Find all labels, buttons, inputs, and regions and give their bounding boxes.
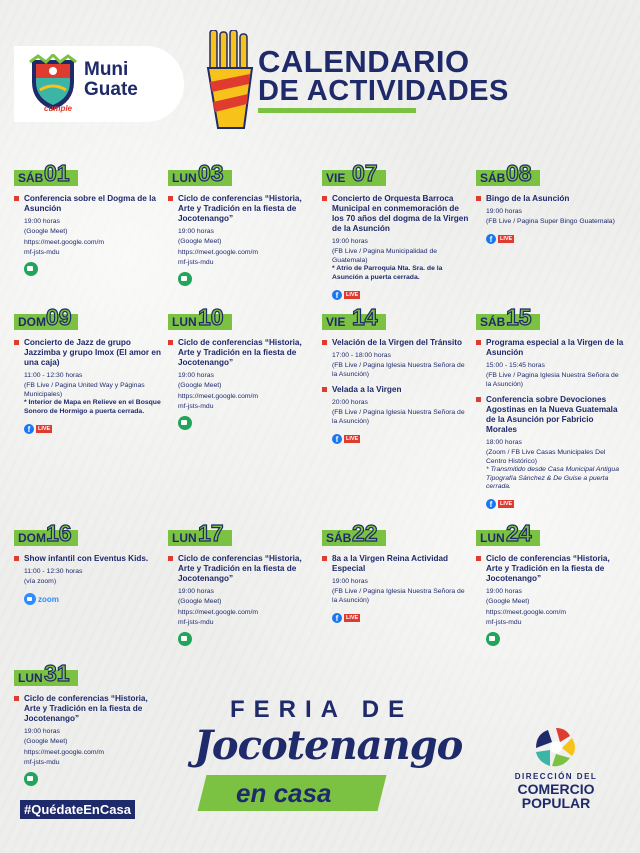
event-detail: https://meet.google.com/m — [178, 608, 259, 616]
live-badge[interactable]: LIVE — [346, 614, 359, 621]
event-detail: mf-jsts-mdu — [178, 259, 214, 266]
event-title: Ciclo de conferencias “Historia, Arte y Tradición en la fiesta de Jocotenango” — [178, 554, 302, 583]
event-detail: (Google Meet) — [486, 598, 530, 605]
event-time: 19:00 horas — [332, 238, 368, 245]
event-detail: (Google Meet) — [178, 238, 222, 245]
event-time: 19:00 horas — [486, 208, 522, 215]
day-number: 01 — [44, 160, 70, 186]
event-title: Velada a la Virgen — [332, 385, 402, 394]
event-note: * Interior de Mapa en Relieve en el Bosque Sonoro de Hormigo a puerta cerrada. — [24, 399, 161, 415]
facebook-icon[interactable]: f — [486, 234, 496, 244]
event-detail: (Zoom / FB Live Casas Municipales Del Centro Histórico) — [486, 449, 606, 465]
day-header — [322, 160, 470, 186]
comercio-popular-logo-icon — [532, 724, 580, 770]
day-number: 03 — [198, 160, 224, 186]
live-badge[interactable]: LIVE — [38, 425, 51, 432]
day-of-week: VIE — [326, 171, 346, 185]
day-header — [14, 660, 162, 686]
event-time: 19:00 horas — [24, 728, 60, 735]
zoom-label[interactable]: zoom — [38, 594, 59, 604]
event-detail: (Google Meet) — [24, 738, 68, 745]
event-title: 8a a la Virgen Reina Actividad Especial — [332, 554, 449, 573]
day-header — [168, 160, 316, 186]
brand-line1: Muni — [84, 59, 129, 80]
event-title: Ciclo de conferencias “Historia, Arte y Tradición en la fiesta de Jocotenango” — [24, 694, 148, 723]
event-item — [476, 194, 624, 243]
event-time: 19:00 horas — [178, 228, 214, 235]
event-detail: mf-jsts-mdu — [178, 619, 214, 626]
feria-de-title: FERIA DE — [230, 696, 414, 723]
event-note: * Transmitido desde Casa Municipal Antigua Tipografía Sánchez & De Guise a puerta cerrada. — [486, 466, 619, 490]
facebook-icon[interactable]: f — [332, 434, 342, 444]
event-time: 15:00 - 15:45 horas — [486, 362, 545, 369]
hashtag-badge: #QuédateEnCasa — [20, 800, 135, 819]
day-of-week: DOM — [18, 531, 46, 545]
day-of-week: LUN — [172, 171, 197, 185]
event-list — [476, 330, 624, 508]
day-of-week: LUN — [480, 531, 505, 545]
google-meet-icon[interactable] — [178, 416, 192, 430]
event-time: 19:00 horas — [178, 372, 214, 379]
popular-word: POPULAR — [521, 795, 591, 811]
event-detail: https://meet.google.com/m — [178, 248, 259, 256]
day-header — [168, 520, 316, 546]
event-title: Programa especial a la Virgen de la Asunción — [486, 338, 624, 357]
page-title-line1: CALENDARIO — [258, 44, 470, 79]
day-cell — [476, 520, 624, 650]
platform-badge[interactable] — [332, 609, 470, 621]
event-detail: (FB Live / Pagina Iglesia Nuestra Señora de la Asunción) — [486, 372, 619, 388]
jocotenango-title: Jocotenango — [194, 722, 463, 769]
event-item — [14, 554, 162, 603]
day-number: 07 — [352, 160, 378, 186]
day-header — [14, 160, 162, 186]
comercio-popular-label — [500, 782, 612, 810]
day-cell — [14, 520, 162, 609]
event-item — [322, 385, 470, 442]
platform-badge[interactable] — [486, 632, 624, 644]
en-casa-title: en casa — [236, 778, 332, 808]
event-item — [322, 554, 470, 621]
brand-line2: Guate — [84, 79, 138, 100]
live-badge[interactable]: LIVE — [500, 501, 513, 508]
facebook-icon[interactable]: f — [24, 424, 34, 434]
event-detail: (FB Live / Pagina Super Bingo Guatemala) — [486, 218, 615, 225]
event-item — [14, 694, 162, 784]
platform-badge[interactable] — [178, 272, 316, 284]
live-badge[interactable]: LIVE — [346, 291, 359, 298]
event-item — [168, 338, 316, 428]
platform-badge[interactable] — [486, 231, 624, 243]
event-list — [14, 686, 162, 784]
event-list — [168, 330, 316, 428]
google-meet-icon[interactable] — [178, 272, 192, 286]
event-time: 18:00 horas — [486, 439, 522, 446]
jocote-sticks-icon — [206, 30, 256, 130]
day-number: 17 — [198, 520, 224, 546]
event-title: Conferencia sobre el Dogma de la Asunción — [24, 194, 156, 213]
event-detail: (Google Meet) — [178, 598, 222, 605]
google-meet-icon[interactable] — [24, 262, 38, 276]
muni-guate-logo[interactable] — [14, 46, 184, 122]
day-of-week: LUN — [172, 315, 197, 329]
google-meet-icon[interactable] — [486, 632, 500, 646]
platform-badge[interactable] — [24, 772, 162, 784]
day-number: 15 — [506, 304, 532, 330]
event-detail: (Google Meet) — [178, 382, 222, 389]
event-list — [14, 186, 162, 274]
event-list — [14, 330, 162, 432]
day-of-week: LUN — [18, 671, 43, 685]
day-header — [14, 520, 162, 546]
event-item — [476, 338, 624, 389]
event-title: Velación de la Virgen del Tránsito — [332, 338, 462, 347]
event-list — [322, 546, 470, 621]
platform-badge[interactable] — [24, 591, 162, 603]
day-of-week: DOM — [18, 315, 46, 329]
facebook-icon[interactable]: f — [332, 290, 342, 300]
platform-badge[interactable] — [332, 430, 470, 442]
google-meet-icon[interactable] — [178, 632, 192, 646]
event-item — [476, 395, 624, 508]
event-title: Show infantil con Eventus Kids. — [24, 554, 149, 563]
event-item — [322, 194, 470, 298]
event-detail: (FB Live / Pagina Iglesia Nuestra Señora de la Asunción) — [332, 362, 465, 378]
platform-badge[interactable] — [24, 262, 162, 274]
facebook-icon[interactable]: f — [332, 613, 342, 623]
day-cell — [168, 304, 316, 434]
event-time: 17:00 - 18:00 horas — [332, 352, 391, 359]
event-time: 11:00 - 12:30 horas — [24, 372, 83, 379]
event-item — [476, 554, 624, 644]
event-detail: mf-jsts-mdu — [486, 619, 522, 626]
event-item — [14, 194, 162, 274]
platform-badge[interactable] — [332, 286, 470, 298]
event-detail: https://meet.google.com/m — [24, 748, 105, 756]
day-of-week: VIE — [326, 315, 346, 329]
day-header — [476, 520, 624, 546]
event-detail: https://meet.google.com/m — [24, 238, 105, 246]
event-list — [322, 330, 470, 442]
event-time: 19:00 horas — [486, 588, 522, 595]
event-detail: (FB Live / Pagina Municipalidad de Guatemala) — [332, 248, 438, 264]
day-of-week: LUN — [172, 531, 197, 545]
platform-badge[interactable] — [178, 416, 316, 428]
comercio-word: COMERCIO — [517, 781, 595, 797]
event-list — [322, 186, 470, 298]
day-cell — [168, 520, 316, 650]
day-header — [322, 520, 470, 546]
event-detail: mf-jsts-mdu — [24, 249, 60, 256]
event-title: Concierto de Orquesta Barroca Municipal en conmemoración de los 70 años del dogma de la Virgen de la Asunción — [332, 194, 469, 233]
event-list — [476, 546, 624, 644]
event-title: Concierto de Jazz de grupo Jazzimba y grupo Imox (El amor en una caja) — [24, 338, 161, 367]
event-item — [168, 194, 316, 284]
day-number: 10 — [198, 304, 224, 330]
title-underline — [258, 108, 416, 113]
day-number: 31 — [44, 660, 70, 686]
event-detail: (FB Live / Pagina Iglesia Nuestra Señora de la Asunción) — [332, 588, 465, 604]
zoom-icon[interactable] — [24, 593, 36, 605]
day-of-week: SÁB — [18, 171, 44, 185]
muni-guate-wordmark — [84, 60, 138, 100]
day-header — [476, 304, 624, 330]
day-header — [322, 304, 470, 330]
day-cell — [476, 304, 624, 514]
event-list — [168, 186, 316, 284]
day-cell — [168, 160, 316, 290]
event-note: * Atrio de Parroquia Nta. Sra. de la Asunción a puerta cerrada. — [332, 265, 443, 281]
platform-badge[interactable] — [24, 420, 162, 432]
day-cell — [322, 520, 470, 627]
event-title: Ciclo de conferencias “Historia, Arte y Tradición en la fiesta de Jocotenango” — [486, 554, 610, 583]
day-cell — [322, 160, 470, 304]
event-time: 20:00 horas — [332, 399, 368, 406]
day-number: 16 — [46, 520, 72, 546]
live-badge[interactable]: LIVE — [346, 435, 359, 442]
day-cell — [14, 660, 162, 790]
page-title-line2: DE ACTIVIDADES — [258, 75, 509, 107]
day-number: 24 — [506, 520, 532, 546]
day-number: 22 — [352, 520, 378, 546]
event-detail: https://meet.google.com/m — [486, 608, 567, 616]
day-number: 14 — [352, 304, 378, 330]
event-detail: (FB Live / Pagina United Way y Páginas Municipales) — [24, 382, 145, 398]
live-badge[interactable]: LIVE — [500, 236, 513, 243]
event-title: Conferencia sobre Devociones Agostinas en la Nueva Guatemala de la Asunción por Fabricio Morales — [486, 395, 618, 434]
event-detail: (vía zoom) — [24, 578, 57, 585]
event-detail: (FB Live / Pagina Iglesia Nuestra Señora de la Asunción) — [332, 409, 465, 425]
event-time: 19:00 horas — [178, 588, 214, 595]
event-time: 11:00 - 12:30 horas — [24, 568, 83, 575]
day-cell — [322, 304, 470, 448]
facebook-icon[interactable]: f — [486, 499, 496, 509]
day-header — [476, 160, 624, 186]
event-time: 19:00 horas — [24, 218, 60, 225]
day-cell — [476, 160, 624, 249]
event-title: Ciclo de conferencias “Historia, Arte y Tradición en la fiesta de Jocotenango” — [178, 194, 302, 223]
platform-badge[interactable] — [486, 496, 624, 508]
google-meet-icon[interactable] — [24, 772, 38, 786]
day-header — [14, 304, 162, 330]
event-title: Ciclo de conferencias “Historia, Arte y Tradición en la fiesta de Jocotenango” — [178, 338, 302, 367]
event-detail: mf-jsts-mdu — [24, 759, 60, 766]
event-list — [476, 186, 624, 243]
day-cell — [14, 304, 162, 438]
event-title: Bingo de la Asunción — [486, 194, 570, 203]
day-of-week: SÁB — [480, 315, 506, 329]
day-cell — [14, 160, 162, 280]
event-detail: mf-jsts-mdu — [178, 403, 214, 410]
event-item — [168, 554, 316, 644]
platform-badge[interactable] — [178, 632, 316, 644]
day-number: 09 — [46, 304, 72, 330]
day-header — [168, 304, 316, 330]
day-of-week: SÁB — [480, 171, 506, 185]
event-item — [322, 338, 470, 379]
event-item — [14, 338, 162, 432]
event-time: 19:00 horas — [332, 578, 368, 585]
event-list — [168, 546, 316, 644]
day-of-week: SÁB — [326, 531, 352, 545]
day-number: 08 — [506, 160, 532, 186]
event-detail: https://meet.google.com/m — [178, 392, 259, 400]
event-list — [14, 546, 162, 603]
brand-slogan: cumple — [44, 104, 73, 113]
event-detail: (Google Meet) — [24, 228, 68, 235]
direccion-label: DIRECCIÓN DEL — [514, 772, 598, 781]
